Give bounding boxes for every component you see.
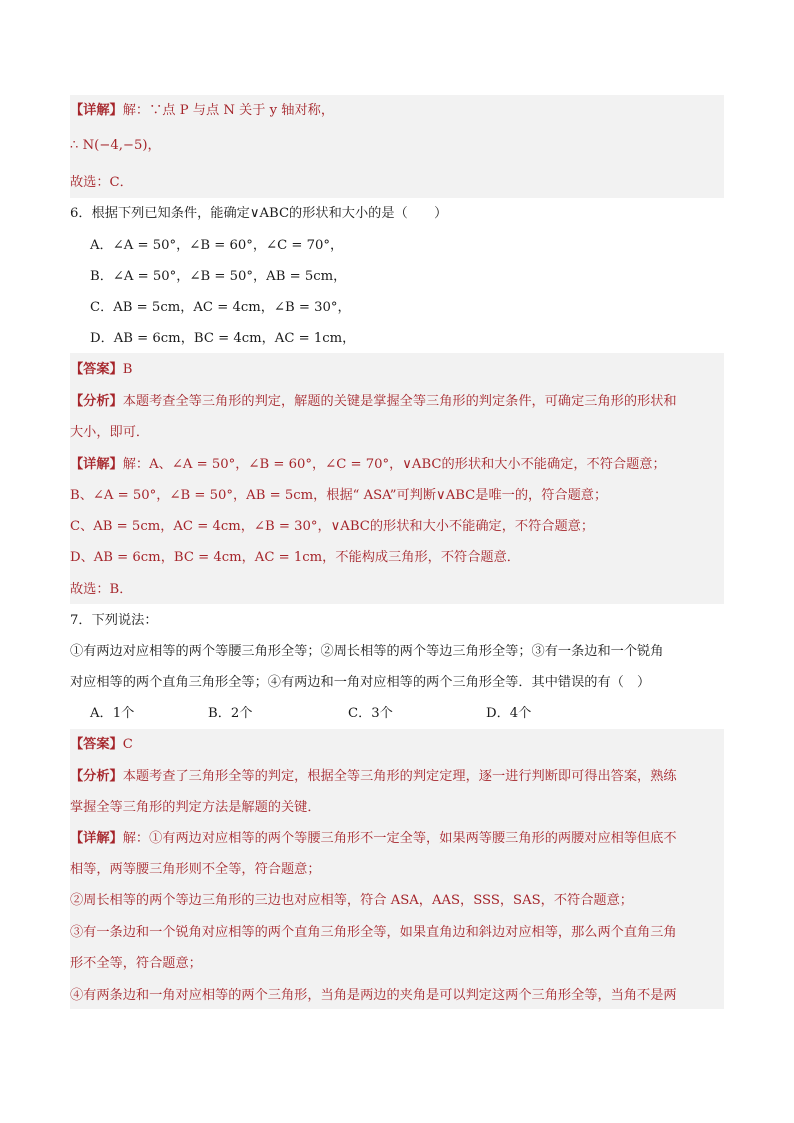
q7-detail-line-3: ②周长相等的两个等边三角形的三边也对应相等，符合 ASA，AAS，SSS，SAS，不符合题意；: [70, 893, 633, 908]
q7-detail-line-1: 【详解】解：①有两边对应相等的两个等腰三角形不一定全等，如果两等腰三角形的两腰对应相等但底不: [70, 831, 677, 846]
q7-detail-line-4: ③有一条边和一个锐角对应相等的两个直角三角形全等，如果直角边和斜边对应相等，那么两个直角三角: [70, 925, 677, 940]
q5-detail-line-3: 故选：C．: [70, 175, 133, 190]
q6-detail-line-3: C、AB = 5cm，AC = 4cm，∠B = 30°，∨ABC的形状和大小不能确定，不符合题意；: [70, 519, 595, 534]
q6-option-b: B．∠A = 50°，∠B = 50°，AB = 5cm，: [90, 269, 347, 284]
q7-stem-line-2: 对应相等的两个直角三角形全等；④有两边和一角对应相等的两个三角形全等．其中错误的有（ ）: [70, 675, 651, 690]
q6-option-c: C．AB = 5cm，AC = 4cm，∠B = 30°，: [90, 300, 351, 315]
q7-option-b: B．2个: [208, 706, 253, 721]
analysis-tag: 【分析】: [70, 769, 123, 784]
q6-option-a: A．∠A = 50°，∠B = 60°，∠C = 70°，: [90, 238, 344, 253]
q6-detail-line-4: D、AB = 6cm，BC = 4cm，AC = 1cm，不能构成三角形，不符合题意．: [70, 550, 520, 565]
q7-options-row: [70, 704, 744, 724]
q7-analysis-line-1: 【分析】本题考查了三角形全等的判定，根据全等三角形的判定定理，逐一进行判断即可得出答案，熟练: [70, 769, 677, 784]
q5-detail-line-1: 【详解】解：∵点 P 与点 N 关于 y 轴对称，: [70, 103, 335, 118]
q7-detail-line-5: 形不全等，符合题意；: [70, 956, 202, 971]
answer-value: B: [122, 362, 133, 377]
q7-option-d: D．4个: [486, 706, 532, 721]
answer-tag: 【答案】: [70, 737, 123, 752]
q6-detail-line-5: 故选：B．: [70, 582, 133, 597]
q7-answer-line: [70, 735, 724, 755]
q7-option-a: A．1个: [90, 706, 135, 721]
analysis-tag: 【分析】: [70, 394, 123, 409]
q7-detail-line-2: 相等，两等腰三角形则不全等，符合题意；: [70, 862, 321, 877]
q6-option-d: D．AB = 6cm，BC = 4cm，AC = 1cm，: [90, 331, 356, 346]
q7-stem-line-1: ①有两边对应相等的两个等腰三角形全等；②周长相等的两个等边三角形全等；③有一条边和一个锐角: [70, 644, 664, 659]
q6-analysis-line-1: 【分析】本题考查全等三角形的判定，解题的关键是掌握全等三角形的判定条件，可确定三角形的形状和: [70, 394, 677, 409]
q7-detail-line-6: ④有两条边和一角对应相等的两个三角形，当角是两边的夹角是可以判定这两个三角形全等，当角不是两: [70, 988, 677, 1003]
q7-stem: 7．下列说法：: [70, 613, 158, 628]
detail-tag: 【详解】: [70, 457, 123, 472]
answer-value: C: [122, 737, 133, 752]
q6-detail-line-2: B、∠A = 50°，∠B = 50°，AB = 5cm，根据“ ASA”可判断∨ABC是唯一的，符合题意；: [70, 488, 608, 503]
detail-tag: 【详解】: [70, 831, 123, 846]
q6-answer-line: [70, 360, 724, 380]
q7-analysis-line-2: 掌握全等三角形的判定方法是解题的关键．: [70, 800, 321, 815]
q6-analysis-line-2: 大小，即可．: [70, 425, 150, 440]
q5-detail-line-2: ∴ N(−4,−5)，: [70, 138, 161, 153]
q6-stem: 6．根据下列已知条件，能确定∨ABC的形状和大小的是（ ）: [70, 206, 448, 221]
answer-tag: 【答案】: [70, 362, 123, 377]
q6-detail-line-1: 【详解】解：A、∠A = 50°，∠B = 60°，∠C = 70°，∨ABC的形状和大小不能确定，不符合题意；: [70, 457, 666, 472]
q7-option-c: C．3个: [348, 706, 393, 721]
detail-tag: 【详解】: [70, 103, 123, 118]
